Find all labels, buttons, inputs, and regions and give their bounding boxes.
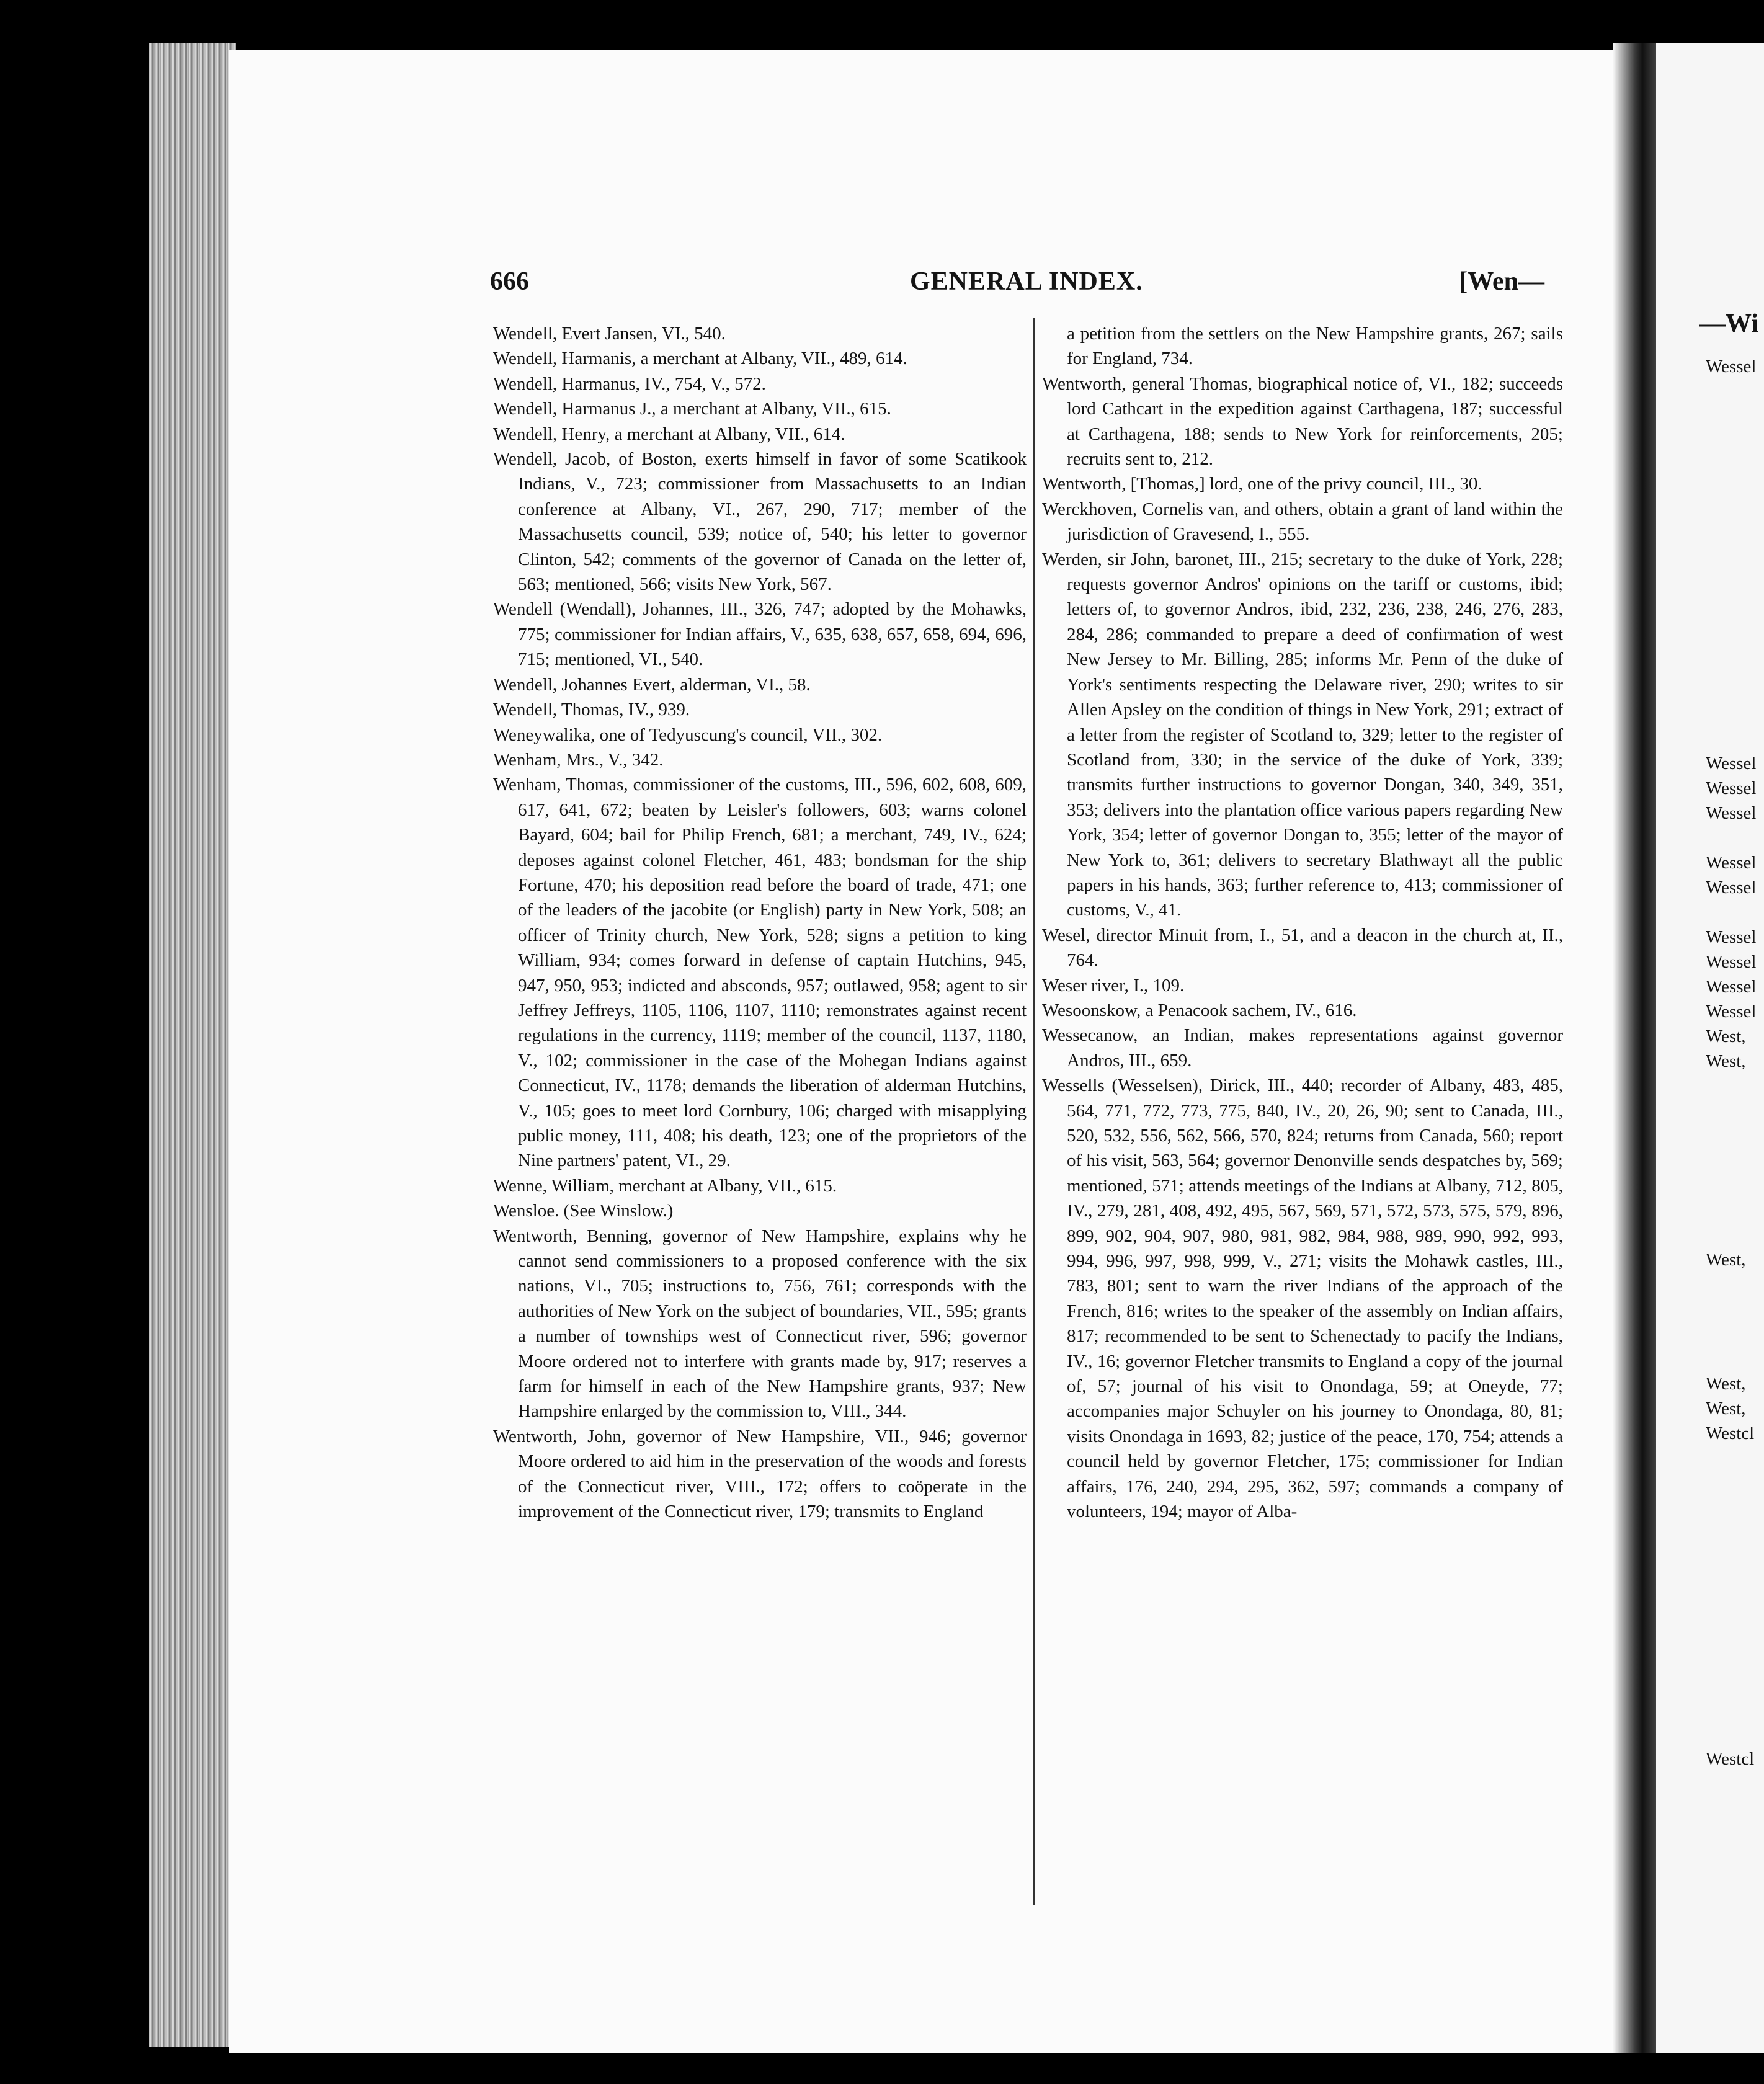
index-entry: Wenne, William, merchant at Albany, VII., 615. — [493, 1175, 837, 1196]
next-page-strip — [1656, 43, 1764, 2053]
left-column — [493, 321, 1027, 1525]
index-entry: Wensloe. (See Winslow.) — [493, 1201, 674, 1221]
next-page-fragment: Wessel — [1706, 754, 1757, 773]
index-entry: Wentworth, John, governor of New Hampshire, VII., 946; governor Moore ordered to aid him in the preservation of the woods and forests of the Connecticut river, VIII., 172; offers to coöperate in the improvement of the Connecticut river, 179; transmits to England — [493, 1426, 1027, 1522]
index-entry: Wenham, Thomas, commissioner of the customs, III., 596, 602, 608, 609, 617, 641, 672; beaten by Leisler's followers, 603; warns colonel Bayard, 604; bail for Philip French, 681; a merchant, 749, IV., 624; deposes against colonel Fletcher, 461, 483; bondsman for the ship Fortune, 470; his deposition read before the board of trade, 471; one of the leaders of the jacobite (or English) party in New York, 508; an officer of Trinity church, New York, 528; signs a petition to king William, 934; comes forward in defense of captain Hutchins, 945, 947, 950, 953; indicted and absconds, 957; outlawed, 958; agent to sir Jeffrey Jeffreys, 1105, 1106, 1107, 1110; remonstrates against recent regulations in the currency, 1119; member of the council, 1137, 1180, V., 102; commissioner in the case of the Mohegan Indians against Connecticut, IV., 1178; demands the liberation of alderman Hutchins, V., 105; goes to meet lord Cornbury, 106; charged with misapplying public money, 111, 408; his death, 123; one of the proprietors of the Nine partners' patent, VI., 29. — [493, 775, 1027, 1171]
index-entry: Wentworth, [Thomas,] lord, one of the privy council, III., 30. — [1042, 474, 1482, 494]
guide-word: [Wen— — [1459, 267, 1544, 296]
next-page-fragment: Wessel — [1706, 357, 1757, 376]
index-entry: Wesel, director Minuit from, I., 51, and a deacon in the church at, II., 764. — [1042, 925, 1563, 971]
index-entry: Wendell, Harmanus J., a merchant at Albany, VII., 615. — [493, 399, 891, 419]
index-entry: Wentworth, Benning, governor of New Hampshire, explains why he cannot send commissioners to a proposed conference with the six nations, VI., 705; instructions to, 756, 761; corresponds with the authorities of New York on the subject of boundaries, VII., 595; grants a number of townships west of Connecticut river, 596; governor Moore ordered not to interfere with grants made by, 917; reserves a farm for himself in each of the New Hampshire grants, 937; New Hampshire enlarged by the commission to, VIII., 344. — [493, 1226, 1027, 1422]
next-page-fragment: Westcl — [1706, 1749, 1755, 1769]
next-page-fragment: West, — [1706, 1399, 1746, 1418]
next-page-fragment: Westcl — [1706, 1423, 1755, 1443]
index-entry: Wendell, Harmanus, IV., 754, V., 572. — [493, 373, 766, 394]
index-entry: Werden, sir John, baronet, III., 215; secretary to the duke of York, 228; requests governor Andros' opinions on the tariff or customs, ibid; letters of, to governor Andros, ibid, 232, 236, 238, 246, 276, 283, 284, 286; commanded to prepare a deed of confirmation of west New Jersey to Mr. Billing, 285; informs Mr. Penn of the duke of York's sentiments respecting the Delaware river, 290; writes to sir Allen Apsley on the condition of things in New York, 291; extract of a letter from the register of Scotland to, 329; letter to the register of Scotland from, 330; in the service of the duke of York, 339; transmits further instructions to governor Dongan, 340, 349, 351, 353; delivers into the plantation office various papers regarding New York, 354; letter of governor Dongan to, 355; letter of the mayor of New York to, 361; delivers to secretary Blathwayt all the public papers in his hands, 363; further reference to, 413; commissioner of customs, V., 41. — [1042, 549, 1563, 920]
next-page-fragment: Wessel — [1706, 977, 1757, 997]
next-page-fragment: West, — [1706, 1374, 1746, 1394]
index-entry: Wendell, Jacob, of Boston, exerts himself in favor of some Scatikook Indians, V., 723; commissioner from Massachusetts to an Indian conference at Albany, VI., 267, 290, 717; member of the Massachusetts council, 539; notice of, 540; his letter to governor Clinton, 542; comments of the governor of Canada on the letter of, 563; mentioned, 566; visits New York, 567. — [493, 449, 1027, 595]
next-page-fragment: Wessel — [1706, 853, 1757, 873]
page-number: 666 — [490, 267, 529, 296]
index-entry: Wentworth, general Thomas, biographical notice of, VI., 182; succeeds lord Cathcart in the expedition against Carthagena, 187; successful at Carthagena, 188; sends to New York for reinforcements, 205; recruits sent to, 212. — [1042, 373, 1563, 470]
index-entry: Werckhoven, Cornelis van, and others, obtain a grant of land within the jurisdiction of Gravesend, I., 555. — [1042, 499, 1563, 545]
book-gutter — [1613, 43, 1662, 2053]
index-entry-continuation: a petition from the settlers on the New Hampshire grants, 267; sails for England, 734. — [1067, 324, 1563, 369]
next-page-fragment: Wessel — [1706, 803, 1757, 823]
index-entry: Wessecanow, an Indian, makes representations against governor Andros, III., 659. — [1042, 1025, 1563, 1071]
index-entry: Wesoonskow, a Penacook sachem, IV., 616. — [1042, 1000, 1357, 1020]
next-page-fragment: West, — [1706, 1026, 1746, 1046]
index-entry: Wendell, Henry, a merchant at Albany, VII., 614. — [493, 424, 845, 444]
right-column — [1042, 321, 1563, 1525]
index-entry: Wenham, Mrs., V., 342. — [493, 749, 664, 770]
index-entry: Wendell (Wendall), Johannes, III., 326, 747; adopted by the Mohawks, 775; commissioner for Indian affairs, V., 635, 638, 657, 658, 694, 696, 715; mentioned, VI., 540. — [493, 599, 1027, 670]
book-page-edges — [149, 43, 236, 2047]
next-page-fragment: Wessel — [1706, 878, 1757, 897]
index-entry: Weser river, I., 109. — [1042, 975, 1185, 995]
index-entry: Wendell, Harmanis, a merchant at Albany, VII., 489, 614. — [493, 349, 907, 369]
next-page-fragment: Wessel — [1706, 1002, 1757, 1022]
next-page-guide-word: —Wi — [1699, 309, 1758, 338]
next-page-fragment: Wessel — [1706, 927, 1757, 947]
next-page-fragment: Wessel — [1706, 952, 1757, 972]
index-entry: Wendell, Johannes Evert, alderman, VI., 58. — [493, 674, 811, 695]
index-entry: Wendell, Evert Jansen, VI., 540. — [493, 324, 726, 344]
next-page-fragment: West, — [1706, 1250, 1746, 1270]
next-page-fragment: West, — [1706, 1051, 1746, 1071]
next-page-fragment: Wessel — [1706, 778, 1757, 798]
index-entry: Weneywalika, one of Tedyuscung's council, VII., 302. — [493, 724, 883, 745]
index-entry: Wessells (Wesselsen), Dirick, III., 440; recorder of Albany, 483, 485, 564, 771, 772, 773, 775, 840, IV., 20, 26, 90; sent to Canada, III., 520, 532, 556, 562, 566, 570, 824; returns from Canada, 560; report of his visit, 563, 564; governor Denonville sends despatches by, 569; mentioned, 571; attends meetings of the Indians at Albany, 712, 805, IV., 279, 281, 408, 492, 495, 567, 569, 571, 572, 573, 575, 579, 896, 899, 902, 904, 907, 980, 981, 982, 984, 988, 989, 990, 992, 993, 994, 996, 997, 998, 999, V., 271; visits the Mohawk castles, III., 783, 801; sent to warn the river Indians of the approach of the French, 816; writes to the speaker of the assembly on Indian affairs, 817; recommended to be sent to Schenectady to pacify the Indians, IV., 16; governor Fletcher transmits to England a copy of the journal of, 57; journal of his visit to Onondaga, 59; at Oneyde, 77; accompanies major Schuyler on his journey to Onondaga, 80, 81; visits Onondaga in 1693, 82; justice of the peace, 170, 754; attends a council held by governor Fletcher, 175; commissioner for Indian affairs, 176, 240, 294, 295, 362, 597; commands a company of volunteers, 194; mayor of Alba- — [1042, 1075, 1563, 1522]
index-entry: Wendell, Thomas, IV., 939. — [493, 700, 690, 720]
column-divider — [1033, 318, 1035, 1905]
page-title: GENERAL INDEX. — [910, 267, 1143, 296]
page-header — [490, 267, 1544, 304]
